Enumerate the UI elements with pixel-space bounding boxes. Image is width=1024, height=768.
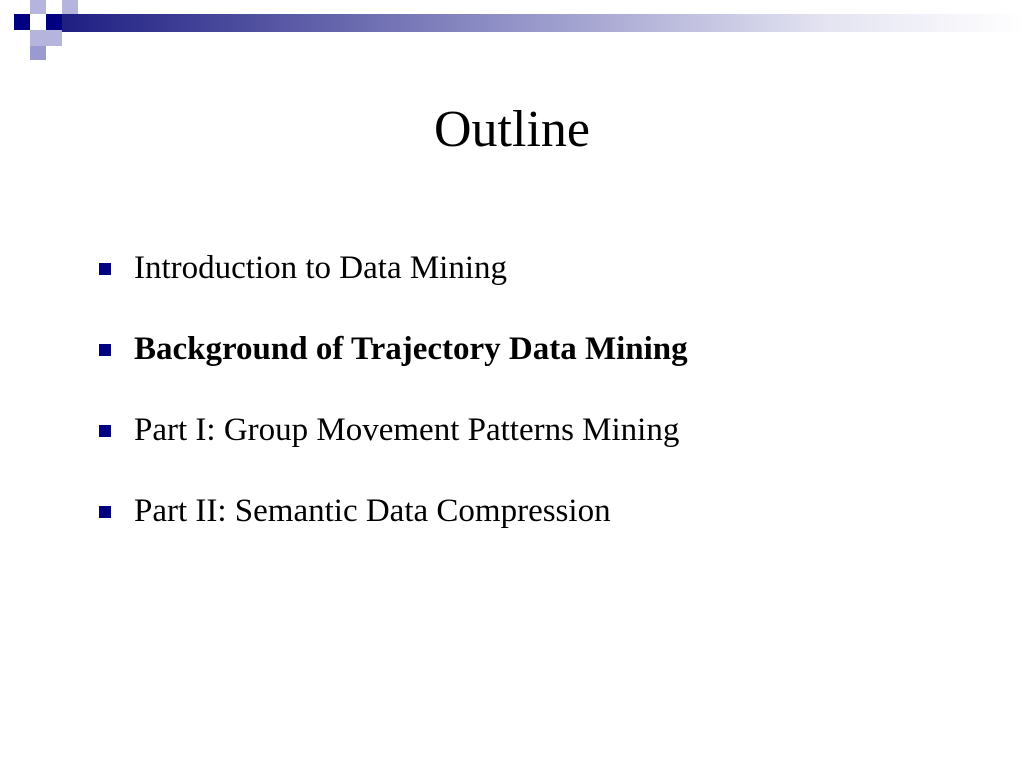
- list-item: [96, 244, 976, 325]
- header-ornament: [0, 0, 1024, 64]
- list-item: [96, 325, 976, 406]
- slide-title: Outline: [434, 101, 590, 158]
- checker-ornament-icon: [0, 0, 1024, 64]
- square-bullet-icon: [99, 506, 111, 518]
- list-item-text: Introduction to Data Mining: [134, 250, 508, 286]
- square-bullet-icon: [99, 263, 111, 275]
- list-item-text: Part I: Group Movement Patterns Mining: [134, 412, 680, 448]
- list-item: [96, 487, 976, 568]
- list-item-text: Background of Trajectory Data Mining: [134, 331, 688, 367]
- outline-list: [96, 244, 976, 568]
- list-item-text: Part II: Semantic Data Compression: [134, 493, 611, 529]
- square-bullet-icon: [99, 425, 111, 437]
- list-item: [96, 406, 976, 487]
- square-bullet-icon: [99, 344, 111, 356]
